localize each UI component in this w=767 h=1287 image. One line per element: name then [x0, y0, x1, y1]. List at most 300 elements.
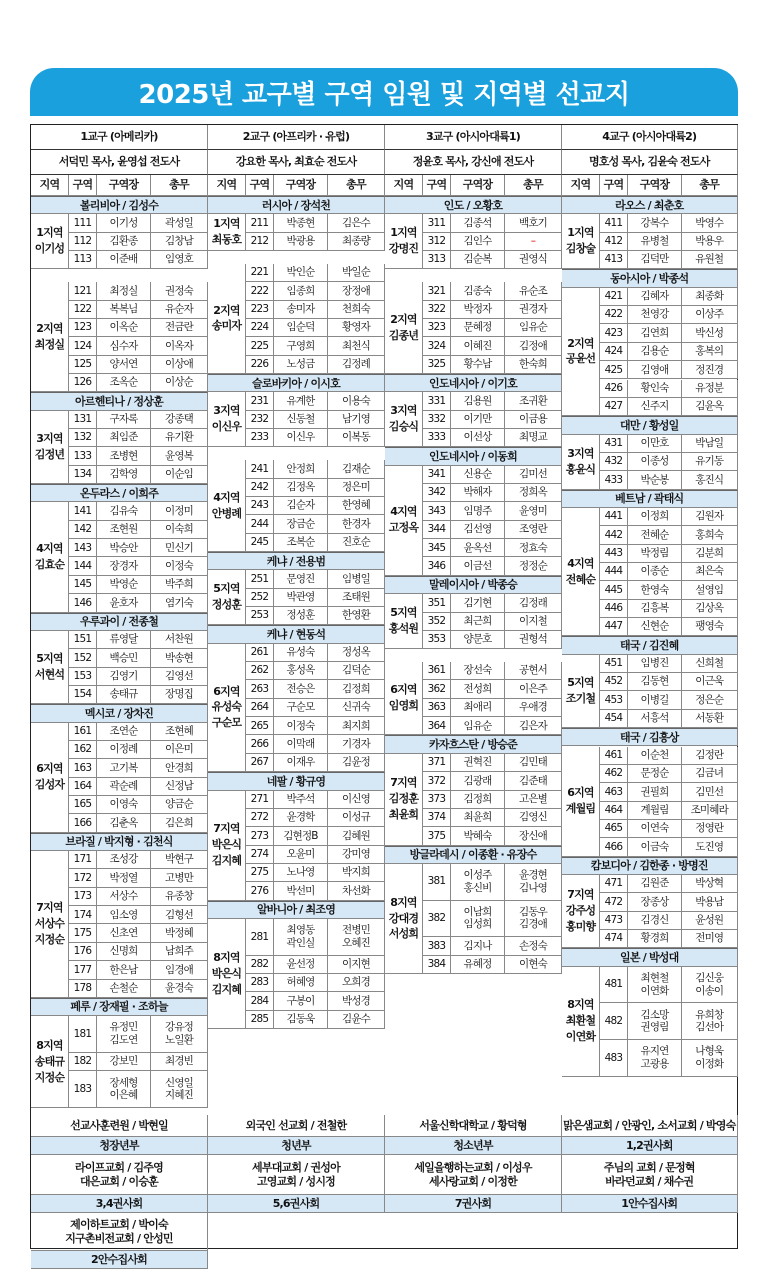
district-leader: 곽순례 — [97, 778, 151, 796]
district-leader: 김기현 — [451, 594, 505, 612]
district-secretary: 김신웅 이송이 — [682, 967, 738, 1004]
district-secretary: 신영일 지혜진 — [151, 1071, 208, 1108]
footer-group: 1안수집사회 — [562, 1195, 738, 1213]
district-leader: 구자록 — [97, 411, 151, 429]
district-leader: 김환종 — [97, 233, 151, 251]
district-number: 464 — [600, 802, 628, 820]
section-header: 태국 / 김진혜 — [562, 636, 738, 654]
district-secretary: 전병민 오혜진 — [328, 919, 385, 956]
district-number: 141 — [69, 502, 97, 520]
district-leader: 임명주 — [451, 502, 505, 520]
region-label: 6지역 김성자 — [31, 723, 69, 833]
district-secretary: 권경자 — [505, 301, 562, 319]
region-label: 1지역 이기성 — [31, 214, 69, 269]
district-leader: 이종성 — [628, 453, 682, 471]
district-leader: 문정순 — [628, 765, 682, 783]
district-secretary: 김금녀 — [682, 765, 738, 783]
footer-group: 7권사회 — [385, 1195, 562, 1213]
district-secretary: 염기숙 — [151, 594, 208, 612]
district-number: 243 — [246, 497, 274, 515]
district-secretary: 전금란 — [151, 319, 208, 337]
district-leader: 오윤미 — [274, 846, 328, 864]
district-secretary: 임병일 — [328, 570, 385, 588]
district-number: 411 — [600, 214, 628, 232]
district-leader: 조복순 — [274, 534, 328, 552]
district-secretary: 강종택 — [151, 411, 208, 429]
district-secretary: 김윤정 — [328, 754, 385, 772]
district-number: 211 — [246, 214, 274, 232]
district-secretary: 고병만 — [151, 869, 208, 887]
section-header: 카자흐스탄 / 방승준 — [385, 735, 562, 753]
column-header: 총무 — [682, 175, 738, 196]
district-secretary: 유희창 김선아 — [682, 1003, 738, 1040]
section-header: 인도 / 오황호 — [385, 196, 562, 214]
district-secretary: 홍복의 — [682, 343, 738, 361]
district-number: 225 — [246, 337, 274, 355]
district-number: 447 — [600, 618, 628, 636]
district-leader: 김동현 — [628, 673, 682, 691]
district-secretary: 우애경 — [505, 699, 562, 717]
district-number: 443 — [600, 545, 628, 563]
district-number: 361 — [423, 662, 451, 680]
district-leader: 이금선 — [451, 557, 505, 575]
district-number: 152 — [69, 649, 97, 667]
district-number: 232 — [246, 411, 274, 429]
district-number: 421 — [600, 288, 628, 306]
district-leader: 유병철 — [628, 233, 682, 251]
district-secretary: 최은숙 — [682, 563, 738, 581]
district-leader: 김정옥 — [274, 479, 328, 497]
district-secretary: 정효숙 — [505, 539, 562, 557]
district-leader: 강보민 — [97, 1053, 151, 1071]
section-header: 아르헨티나 / 정상훈 — [31, 392, 208, 410]
district-secretary: 유순자 — [151, 301, 208, 319]
district-leader: 조옥순 — [97, 374, 151, 392]
district-secretary: 윤영미 — [505, 502, 562, 520]
column-header: 총무 — [151, 175, 208, 196]
district-leader: 최현철 이연화 — [628, 967, 682, 1004]
district-number: 212 — [246, 233, 274, 251]
district-number: 381 — [423, 864, 451, 901]
footer-group: 청년부 — [208, 1137, 385, 1155]
district-number: 331 — [423, 392, 451, 410]
district-leader: 김학영 — [97, 466, 151, 484]
region-label: 1지역 최동호 — [208, 214, 246, 251]
district-number: 323 — [423, 319, 451, 337]
district-secretary: 조태원 — [328, 589, 385, 607]
region-label: 7지역 박은식 김지혜 — [208, 791, 246, 901]
district-leader: 윤호자 — [97, 594, 151, 612]
district-leader: 장경자 — [97, 557, 151, 575]
district-secretary: 이은미 — [151, 741, 208, 759]
district-secretary: 권정숙 — [151, 282, 208, 300]
district-leader: 박정림 — [628, 545, 682, 563]
district-leader: 박정열 — [97, 869, 151, 887]
district-number: 271 — [246, 791, 274, 809]
district-number: 241 — [246, 460, 274, 478]
column-header: 구역장 — [628, 175, 682, 196]
district-leader: 임종희 — [274, 282, 328, 300]
district-leader: 김종숙 — [451, 282, 505, 300]
district-leader: 황인숙 — [628, 380, 682, 398]
district-secretary: 김동우 김경애 — [505, 901, 562, 938]
district-secretary: 권형석 — [505, 631, 562, 649]
district-secretary: – — [505, 233, 562, 251]
district-number: 454 — [600, 710, 628, 728]
district-leader: 이종순 — [628, 563, 682, 581]
district-secretary: 정은미 — [328, 479, 385, 497]
district-secretary: 양금순 — [151, 796, 208, 814]
district-leader: 이준배 — [97, 251, 151, 269]
district-leader: 김순자 — [274, 497, 328, 515]
district-number: 383 — [423, 937, 451, 955]
district-number: 344 — [423, 521, 451, 539]
district-number: 175 — [69, 924, 97, 942]
district-secretary: 공현서 — [505, 662, 562, 680]
parish-pastors: 명호성 목사, 김윤숙 전도사 — [562, 150, 738, 175]
district-secretary: 최명교 — [505, 429, 562, 447]
district-number: 178 — [69, 980, 97, 998]
district-number: 312 — [423, 233, 451, 251]
column-header: 구역 — [246, 175, 274, 196]
district-number: 123 — [69, 319, 97, 337]
section-header: 라오스 / 최춘호 — [562, 196, 738, 214]
district-leader: 박정자 — [451, 301, 505, 319]
column-header: 구역 — [600, 175, 628, 196]
district-leader: 박순봉 — [628, 471, 682, 489]
district-number: 145 — [69, 576, 97, 594]
region-label: 4지역 고정옥 — [385, 466, 423, 576]
district-secretary: 이지철 — [505, 613, 562, 631]
district-secretary: 박지희 — [328, 864, 385, 882]
district-number: 163 — [69, 759, 97, 777]
district-secretary: 박신성 — [682, 324, 738, 342]
district-leader: 박승안 — [97, 539, 151, 557]
district-number: 345 — [423, 539, 451, 557]
district-secretary: 김윤옥 — [682, 398, 738, 416]
footer-church: 주님의 교회 / 문정혁 바라던교회 / 채수권 — [562, 1155, 738, 1195]
district-secretary: 홍진식 — [682, 471, 738, 489]
district-leader: 신현순 — [628, 618, 682, 636]
district-number: 183 — [69, 1071, 97, 1108]
column-header: 지역 — [562, 175, 600, 196]
district-leader: 이기성 — [97, 214, 151, 232]
parish-title: 3교구 (아시아대륙1) — [385, 125, 562, 150]
district-number: 121 — [69, 282, 97, 300]
district-secretary: 기경자 — [328, 735, 385, 753]
mission-table — [30, 124, 738, 1266]
district-number: 162 — [69, 741, 97, 759]
district-number: 276 — [246, 882, 274, 900]
district-number: 125 — [69, 356, 97, 374]
district-number: 471 — [600, 875, 628, 893]
section-header: 케냐 / 전용범 — [208, 552, 385, 570]
district-secretary: 최지희 — [328, 717, 385, 735]
district-number: 133 — [69, 447, 97, 465]
parish-pastors: 강요한 목사, 최효순 전도사 — [208, 150, 385, 175]
district-secretary: 박주희 — [151, 576, 208, 594]
district-secretary: 신희철 — [682, 655, 738, 673]
district-leader: 류영달 — [97, 631, 151, 649]
district-secretary: 이정미 — [151, 502, 208, 520]
district-secretary: 유정분 — [682, 380, 738, 398]
district-number: 113 — [69, 251, 97, 269]
region-label: 3지역 이신우 — [208, 392, 246, 447]
district-leader: 양서연 — [97, 356, 151, 374]
district-leader: 이정숙 — [274, 717, 328, 735]
district-secretary: 이순임 — [151, 466, 208, 484]
district-number: 463 — [600, 783, 628, 801]
district-secretary: 박송현 — [151, 649, 208, 667]
district-leader: 이성주 홍신비 — [451, 864, 505, 901]
district-leader: 김영애 — [628, 361, 682, 379]
region-label: 8지역 송태규 지정순 — [31, 1016, 69, 1108]
district-leader: 복복님 — [97, 301, 151, 319]
footer-church: 서울신학대학교 / 황덕형 — [385, 1115, 562, 1137]
footer-church: 선교사훈련원 / 박현일 — [31, 1115, 208, 1137]
district-leader: 이영숙 — [97, 796, 151, 814]
district-leader: 권혁진 — [451, 754, 505, 772]
parish-title: 1교구 (아메리카) — [31, 125, 208, 150]
footer-group: 청소년부 — [385, 1137, 562, 1155]
district-leader: 유정민 김도연 — [97, 1016, 151, 1053]
district-leader: 천영강 — [628, 306, 682, 324]
district-number: 244 — [246, 515, 274, 533]
district-secretary: 김정례 — [328, 356, 385, 374]
district-leader: 이재우 — [274, 754, 328, 772]
footer-group: 청장년부 — [31, 1137, 208, 1155]
district-secretary: 장신애 — [505, 827, 562, 845]
district-secretary: 서동환 — [682, 710, 738, 728]
district-secretary: 이복동 — [328, 429, 385, 447]
district-number: 181 — [69, 1016, 97, 1053]
district-leader: 강복수 — [628, 214, 682, 232]
region-label: 4지역 안병례 — [208, 460, 246, 552]
district-leader: 김경신 — [628, 912, 682, 930]
district-number: 262 — [246, 662, 274, 680]
district-number: 444 — [600, 563, 628, 581]
district-number: 275 — [246, 864, 274, 882]
district-secretary: 신귀숙 — [328, 699, 385, 717]
district-leader: 안정희 — [274, 460, 328, 478]
district-number: 441 — [600, 508, 628, 526]
district-leader: 서흥석 — [628, 710, 682, 728]
district-number: 321 — [423, 282, 451, 300]
district-leader: 조성강 — [97, 851, 151, 869]
district-secretary: 최경빈 — [151, 1053, 208, 1071]
section-header: 슬로바키아 / 이시호 — [208, 374, 385, 392]
district-leader: 허혜영 — [274, 974, 328, 992]
footer-church: 라이프교회 / 김주영 대은교회 / 이승훈 — [31, 1155, 208, 1195]
section-header: 알바니아 / 최조영 — [208, 901, 385, 919]
district-number: 351 — [423, 594, 451, 612]
section-header: 태국 / 김흥상 — [562, 728, 738, 746]
section-header: 멕시코 / 장차진 — [31, 704, 208, 722]
district-leader: 이옥순 — [97, 319, 151, 337]
district-number: 173 — [69, 888, 97, 906]
section-header: 방글라데시 / 이종환 · 유장수 — [385, 846, 562, 864]
district-secretary: 김분희 — [682, 545, 738, 563]
district-leader: 전성희 — [451, 680, 505, 698]
district-secretary: 팽영숙 — [682, 618, 738, 636]
district-number: 231 — [246, 392, 274, 410]
district-secretary: 김준태 — [505, 772, 562, 790]
district-number: 465 — [600, 820, 628, 838]
region-label: 8지역 강대경 서성희 — [385, 864, 423, 974]
footer-church: 제이하트교회 / 박이숙 지구촌비전교회 / 안성민 — [31, 1213, 208, 1251]
district-secretary: 한영혜 — [328, 497, 385, 515]
region-label: 6지역 계월림 — [562, 747, 600, 857]
district-secretary: 김영신 — [505, 809, 562, 827]
district-secretary: 김은자 — [505, 717, 562, 735]
section-header: 동아시아 / 박종석 — [562, 269, 738, 287]
district-secretary: 정진경 — [682, 361, 738, 379]
district-leader: 김원준 — [628, 875, 682, 893]
district-secretary: 남희주 — [151, 943, 208, 961]
district-number: 474 — [600, 930, 628, 948]
district-leader: 김동욱 — [274, 1011, 328, 1029]
district-leader: 전승은 — [274, 680, 328, 698]
district-number: 352 — [423, 613, 451, 631]
district-secretary: 강유정 노일환 — [151, 1016, 208, 1053]
parish-title: 4교구 (아시아대륙2) — [562, 125, 738, 150]
district-secretary: 김정래 — [505, 594, 562, 612]
district-number: 265 — [246, 717, 274, 735]
section-header: 브라질 / 박지형 · 김천식 — [31, 833, 208, 851]
district-number: 325 — [423, 356, 451, 374]
section-header: 네팔 / 황규영 — [208, 772, 385, 790]
region-label: 2지역 송미자 — [208, 264, 246, 374]
district-leader: 김흥복 — [628, 600, 682, 618]
district-secretary: 김상옥 — [682, 600, 738, 618]
district-leader: 김인수 — [451, 233, 505, 251]
district-number: 453 — [600, 691, 628, 709]
district-leader: 이정례 — [97, 741, 151, 759]
district-leader: 심수자 — [97, 337, 151, 355]
district-number: 272 — [246, 809, 274, 827]
district-leader: 이금숙 — [628, 838, 682, 856]
footer-church: 외국인 선교회 / 전철한 — [208, 1115, 385, 1137]
district-number: 172 — [69, 869, 97, 887]
district-secretary: 유원철 — [682, 251, 738, 269]
district-secretary: 한경자 — [328, 515, 385, 533]
district-secretary: 차선화 — [328, 882, 385, 900]
section-header: 케냐 / 현동석 — [208, 625, 385, 643]
district-secretary: 윤경숙 — [151, 980, 208, 998]
district-leader: 김춘옥 — [97, 814, 151, 832]
district-number: 142 — [69, 521, 97, 539]
district-leader: 김선영 — [451, 521, 505, 539]
district-secretary: 이상순 — [151, 374, 208, 392]
district-secretary: 김원자 — [682, 508, 738, 526]
district-leader: 최임준 — [97, 429, 151, 447]
district-secretary: 정성옥 — [328, 644, 385, 662]
district-number: 374 — [423, 809, 451, 827]
district-number: 353 — [423, 631, 451, 649]
district-secretary: 유기환 — [151, 429, 208, 447]
district-leader: 신용순 — [451, 466, 505, 484]
district-secretary: 김정란 — [682, 747, 738, 765]
section-header: 우루과이 / 전종철 — [31, 613, 208, 631]
district-number: 226 — [246, 356, 274, 374]
district-number: 233 — [246, 429, 274, 447]
district-number: 462 — [600, 765, 628, 783]
district-leader: 임병진 — [628, 655, 682, 673]
district-number: 284 — [246, 992, 274, 1010]
region-label: 3지역 김정년 — [31, 411, 69, 484]
district-number: 364 — [423, 717, 451, 735]
district-secretary: 이성규 — [328, 809, 385, 827]
footer-group: 5,6권사회 — [208, 1195, 385, 1213]
district-leader: 전혜순 — [628, 526, 682, 544]
district-secretary: 박일순 — [328, 264, 385, 282]
district-leader: 박인순 — [274, 264, 328, 282]
district-leader: 최정실 — [97, 282, 151, 300]
district-leader: 박종현 — [274, 214, 328, 232]
district-number: 446 — [600, 600, 628, 618]
district-leader: 고기복 — [97, 759, 151, 777]
district-number: 382 — [423, 901, 451, 938]
district-secretary: 곽성일 — [151, 214, 208, 232]
region-label: 4지역 김효순 — [31, 502, 69, 612]
district-secretary: 윤경현 김나영 — [505, 864, 562, 901]
region-label: 7지역 강주성 홍미향 — [562, 875, 600, 948]
district-secretary: 조현혜 — [151, 723, 208, 741]
district-number: 461 — [600, 747, 628, 765]
region-label: 4지역 전혜순 — [562, 508, 600, 636]
district-number: 146 — [69, 594, 97, 612]
district-leader: 박선미 — [274, 882, 328, 900]
district-secretary: 고은별 — [505, 791, 562, 809]
district-number: 223 — [246, 301, 274, 319]
district-number: 452 — [600, 673, 628, 691]
district-number: 283 — [246, 974, 274, 992]
district-secretary: 박성경 — [328, 992, 385, 1010]
district-number: 333 — [423, 429, 451, 447]
district-secretary: 조귀환 — [505, 392, 562, 410]
district-secretary: 황영자 — [328, 319, 385, 337]
district-leader: 조병현 — [97, 447, 151, 465]
region-label: 2지역 최정실 — [31, 282, 69, 392]
district-secretary: 민신기 — [151, 539, 208, 557]
district-secretary: 이옥자 — [151, 337, 208, 355]
district-secretary: 조영란 — [505, 521, 562, 539]
parish-pastors: 서덕민 목사, 윤영섭 전도사 — [31, 150, 208, 175]
district-leader: 노성금 — [274, 356, 328, 374]
district-leader: 조연순 — [97, 723, 151, 741]
footer-church: 맑은샘교회 / 안광인, 소서교회 / 박영숙 — [562, 1115, 738, 1137]
district-leader: 김덕만 — [628, 251, 682, 269]
district-leader: 장종상 — [628, 893, 682, 911]
district-secretary: 서찬원 — [151, 631, 208, 649]
column-header: 구역 — [69, 175, 97, 196]
district-number: 131 — [69, 411, 97, 429]
district-secretary: 박남일 — [682, 435, 738, 453]
district-leader: 박광용 — [274, 233, 328, 251]
district-leader: 권필희 — [628, 783, 682, 801]
district-secretary: 조미혜라 — [682, 802, 738, 820]
district-number: 154 — [69, 686, 97, 704]
district-leader: 유성숙 — [274, 644, 328, 662]
district-secretary: 박현구 — [151, 851, 208, 869]
district-secretary: 정영란 — [682, 820, 738, 838]
district-number: 341 — [423, 466, 451, 484]
district-secretary: 홍희숙 — [682, 526, 738, 544]
district-secretary: 정희옥 — [505, 484, 562, 502]
district-number: 313 — [423, 251, 451, 269]
district-number: 432 — [600, 453, 628, 471]
district-secretary: 장정애 — [328, 282, 385, 300]
